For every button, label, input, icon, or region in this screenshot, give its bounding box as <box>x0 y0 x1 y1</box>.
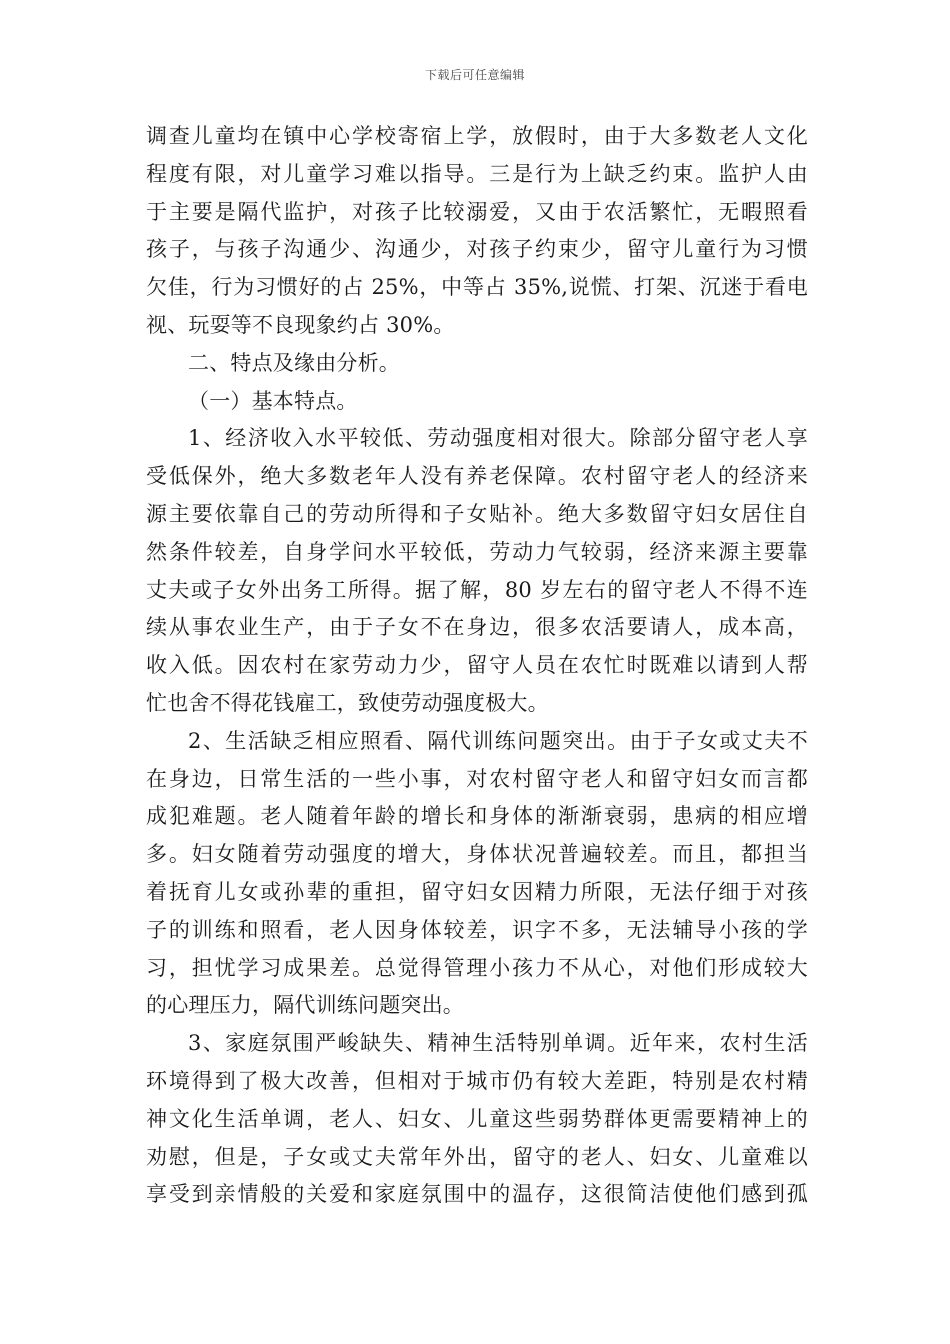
page-header-note: 下载后可任意编辑 <box>424 68 525 82</box>
text-line: 忙也舍不得花钱雇工，致使劳动强度极大。 <box>146 690 549 715</box>
subsection-heading: （一）基本特点。 <box>188 388 358 413</box>
document-body <box>146 118 808 1214</box>
text-line: 子的训练和照看，老人因身体较差，识字不多，无法辅导小孩的学 <box>146 917 808 942</box>
text-line: 成犯难题。老人随着年龄的增长和身体的渐渐衰弱，患病的相应增 <box>146 804 808 829</box>
text-line: 丈夫或子女外出务工所得。据了解，80 岁左右的留守老人不得不连 <box>146 577 808 602</box>
text-line: 受低保外，绝大多数老年人没有养老保障。农村留守老人的经济来 <box>146 464 808 489</box>
text-line: 环境得到了极大改善，但相对于城市仍有较大差距，特别是农村精 <box>146 1068 808 1093</box>
text-line: 孩子，与孩子沟通少、沟通少，对孩子约束少，留守儿童行为习惯 <box>146 237 808 262</box>
text-line: 视、玩耍等不良现象约占 30%。 <box>146 312 455 337</box>
text-line: 多。妇女随着劳动强度的增大，身体状况普遍较差。而且，都担当 <box>146 842 808 867</box>
text-line: 程度有限，对儿童学习难以指导。三是行为上缺乏约束。监护人由 <box>146 161 808 186</box>
text-line: 着抚育儿女或孙辈的重担，留守妇女因精力所限，无法仔细于对孩 <box>146 879 808 904</box>
text-line: 神文化生活单调，老人、妇女、儿童这些弱势群体更需要精神上的 <box>146 1106 808 1131</box>
text-line: 调查儿童均在镇中心学校寄宿上学，放假时，由于大多数老人文化 <box>146 124 808 148</box>
text-line: 享受到亲情般的关爱和家庭氛围中的温存，这很简洁使他们感到孤 <box>146 1182 808 1207</box>
text-line: 3、家庭氛围严峻缺失、精神生活特别单调。近年来，农村生活 <box>188 1031 808 1056</box>
text-line: 2、生活缺乏相应照看、隔代训练问题突出。由于子女或丈夫不 <box>188 728 808 753</box>
text-line: 习，担忧学习成果差。总觉得管理小孩力不从心，对他们形成较大 <box>146 955 808 980</box>
text-line: 于主要是隔代监护，对孩子比较溺爱，又由于农活繁忙，无暇照看 <box>146 199 808 224</box>
text-line: 1、经济收入水平较低、劳动强度相对很大。除部分留守老人享 <box>188 426 808 451</box>
text-line: 劝慰，但是，子女或丈夫常年外出，留守的老人、妇女、儿童难以 <box>146 1144 808 1169</box>
text-line: 的心理压力，隔代训练问题突出。 <box>146 993 464 1018</box>
text-line: 续从事农业生产，由于子女不在身边，很多农活要请人，成本高， <box>146 615 808 640</box>
text-line: 然条件较差，自身学问水平较低，劳动力气较弱，经济来源主要靠 <box>146 539 808 564</box>
text-line: 欠佳，行为习惯好的占 25%，中等占 35%,说慌、打架、沉迷于看电 <box>146 275 808 300</box>
text-line: 源主要依靠自己的劳动所得和子女贴补。绝大多数留守妇女居住自 <box>146 501 808 526</box>
section-heading: 二、特点及缘由分析。 <box>188 350 400 375</box>
text-line: 收入低。因农村在家劳动力少，留守人员在农忙时既难以请到人帮 <box>146 653 808 678</box>
text-line: 在身边，日常生活的一些小事，对农村留守老人和留守妇女而言都 <box>146 766 808 791</box>
